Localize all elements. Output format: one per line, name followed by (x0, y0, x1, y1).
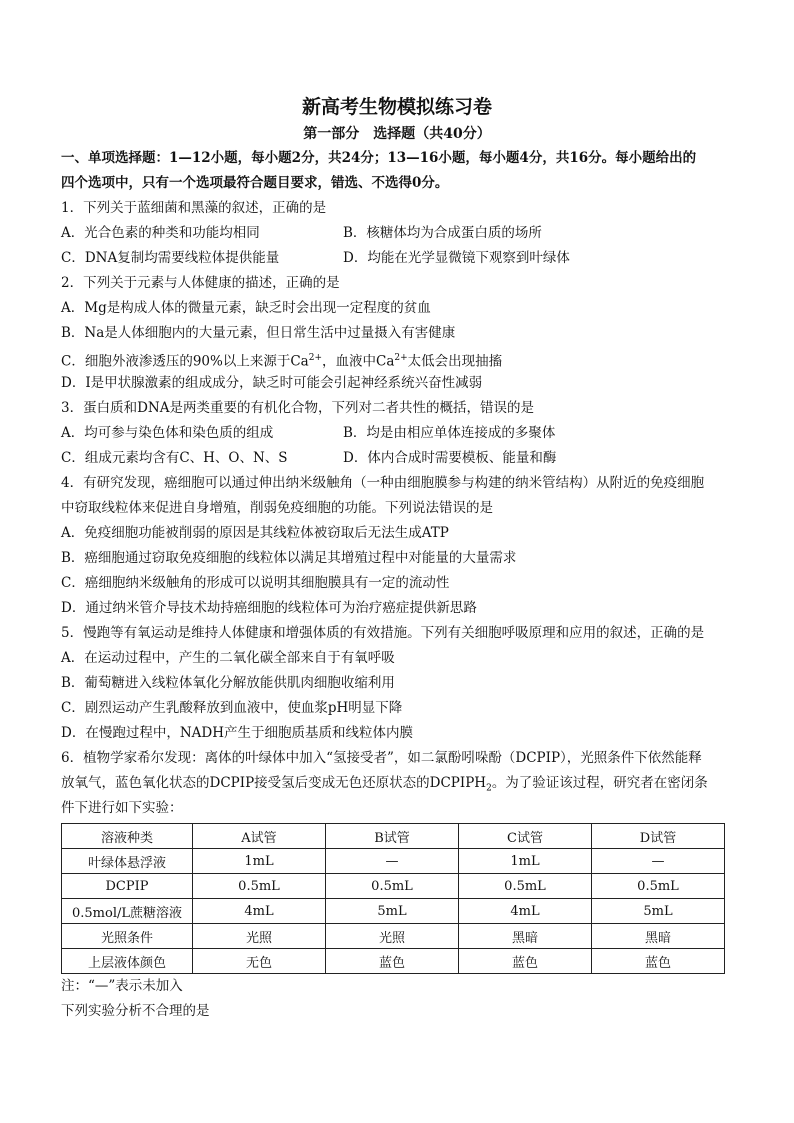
q1-option-c: C．DNA复制均需要线粒体提供能量 (61, 250, 280, 266)
table-row (62, 924, 725, 949)
question-1-options-row-1 (61, 221, 733, 246)
question-6-prompt: 下列实验分析不合理的是 (61, 1003, 210, 1019)
section-instructions-1: 一、单项选择题：1—12小题，每小题2分，共24分；13—16小题，每小题4分，共16分。每小题给出的 (61, 150, 697, 166)
table-cell: 5mL (326, 899, 459, 924)
q3-option-a: A．均可参与染色体和染色质的组成 (61, 425, 274, 441)
q2-option-b: B．Na是人体细胞内的大量元素，但日常生活中过量摄入有害健康 (61, 325, 456, 341)
q2-c-part-2: ，血液中Ca (322, 353, 395, 370)
table-cell: 1mL (459, 849, 592, 874)
q2-option-c (61, 346, 733, 371)
table-cell: 蓝色 (592, 949, 725, 974)
question-3-stem: 3．蛋白质和DNA是两类重要的有机化合物，下列对二者共性的概括，错误的是 (61, 400, 534, 416)
q5-option-b: B．葡萄糖进入线粒体氧化分解放能供肌肉细胞收缩利用 (61, 675, 395, 691)
table-header-row (62, 824, 725, 849)
table-row (62, 899, 725, 924)
table-cell: 4mL (459, 899, 592, 924)
question-6-stem-3: 件下进行如下实验： (61, 800, 183, 816)
q1-option-d: D．均能在光学显微镜下观察到叶绿体 (343, 250, 570, 266)
question-1-options-row-2 (61, 246, 733, 271)
q3-option-c: C．组成元素均含有C、H、O、N、S (61, 450, 288, 466)
table-cell: 0.5mL (592, 874, 725, 899)
table-header-cell: C试管 (459, 824, 592, 849)
table-cell: 无色 (193, 949, 326, 974)
q4-option-a: A．免疫细胞功能被削弱的原因是其线粒体被窃取后无法生成ATP (61, 525, 449, 541)
q2-c-part-3: 太低会出现抽搐 (407, 353, 503, 370)
table-cell: 蓝色 (326, 949, 459, 974)
table-cell: 4mL (193, 899, 326, 924)
table-cell: 黑暗 (459, 924, 592, 949)
q3-option-d: D．体内合成时需要模板、能量和酶 (343, 450, 557, 466)
table-note: 注：“—”表示未加入 (61, 978, 183, 994)
table-header-cell: D试管 (592, 824, 725, 849)
table-header-cell: A试管 (193, 824, 326, 849)
q6-stem-2-part-2: 。为了验证该过程，研究者在密闭条 (491, 775, 708, 791)
q4-option-b: B．癌细胞通过窃取免疫细胞的线粒体以满足其增殖过程中对能量的大量需求 (61, 550, 517, 566)
q5-option-a: A．在运动过程中，产生的二氧化碳全部来自于有氧呼吸 (61, 650, 395, 666)
exam-page (61, 92, 733, 1024)
q2-option-d: D．I是甲状腺激素的组成成分，缺乏时可能会引起神经系统兴奋性减弱 (61, 375, 483, 391)
q3-option-b: B．均是由相应单体连接成的多聚体 (343, 425, 556, 441)
table-cell: 光照 (193, 924, 326, 949)
page-title: 新高考生物模拟练习卷 (301, 96, 492, 118)
table-row (62, 949, 725, 974)
q2-c-part-1: C．细胞外液渗透压的90%以上来源于Ca (61, 353, 309, 370)
q6-stem-2-subscript: 2 (486, 783, 492, 794)
question-4-stem-2: 中窃取线粒体来促进自身增殖，削弱免疫细胞的功能。下列说法错误的是 (61, 500, 493, 516)
section-instructions-2: 四个选项中，只有一个选项最符合题目要求，错选、不选得0分。 (61, 175, 449, 191)
q1-option-a: A．光合色素的种类和功能均相同 (61, 225, 260, 241)
table-row (62, 874, 725, 899)
table-cell: 5mL (592, 899, 725, 924)
question-6-stem-2 (61, 771, 733, 796)
table-cell: — (592, 849, 725, 874)
question-3-options-row-1 (61, 421, 733, 446)
question-6-stem-1: 6．植物学家希尔发现：离体的叶绿体中加入“氢接受者”，如二氯酚吲哚酚（DCPIP），光照条件下依然能释 (61, 750, 702, 766)
table-cell: — (326, 849, 459, 874)
table-header-cell: B试管 (326, 824, 459, 849)
experiment-table (61, 823, 725, 974)
q2-option-a: A．Mg是构成人体的微量元素，缺乏时会出现一定程度的贫血 (61, 300, 431, 316)
table-cell: 光照条件 (62, 924, 193, 949)
q6-stem-2-part-1: 放氧气，蓝色氧化状态的DCPIP接受氢后变成无色还原状态的DCPIPH (61, 775, 487, 791)
q1-option-b: B．核糖体均为合成蛋白质的场所 (343, 225, 542, 241)
q4-option-d: D．通过纳米管介导技术劫持癌细胞的线粒体可为治疗癌症提供新思路 (61, 600, 477, 616)
table-cell: 0.5mL (326, 874, 459, 899)
q5-option-d: D．在慢跑过程中，NADH产生于细胞质基质和线粒体内膜 (61, 725, 413, 741)
table-cell: 蓝色 (459, 949, 592, 974)
question-3-options-row-2 (61, 446, 733, 471)
table-cell: 叶绿体悬浮液 (62, 849, 193, 874)
table-header-cell: 溶液种类 (62, 824, 193, 849)
table-cell: 黑暗 (592, 924, 725, 949)
question-4-stem-1: 4．有研究发现，癌细胞可以通过伸出纳米级触角（一种由细胞膜参与构建的纳米管结构）从附近的免疫细胞 (61, 475, 705, 491)
table-cell: 0.5mL (459, 874, 592, 899)
question-2-stem: 2．下列关于元素与人体健康的描述，正确的是 (61, 275, 340, 291)
table-cell: 0.5mL (193, 874, 326, 899)
table-cell: 0.5mol/L蔗糖溶液 (62, 899, 193, 924)
table-cell: 光照 (326, 924, 459, 949)
question-1-stem: 1．下列关于蓝细菌和黑藻的叙述，正确的是 (61, 200, 327, 216)
table-cell: DCPIP (62, 874, 193, 899)
q2-c-superscript-1: 2+ (308, 353, 322, 363)
table-cell: 1mL (193, 849, 326, 874)
q5-option-c: C．剧烈运动产生乳酸释放到血液中，使血浆pH明显下降 (61, 700, 403, 716)
question-5-stem: 5．慢跑等有氧运动是维持人体健康和增强体质的有效措施。下列有关细胞呼吸原理和应用的叙述，正确的是 (61, 625, 705, 641)
table-row (62, 849, 725, 874)
table-cell: 上层液体颜色 (62, 949, 193, 974)
q4-option-c: C．癌细胞纳米级触角的形成可以说明其细胞膜具有一定的流动性 (61, 575, 450, 591)
q2-c-superscript-2: 2+ (394, 353, 408, 363)
part-heading: 第一部分 选择题（共40分） (303, 126, 491, 142)
